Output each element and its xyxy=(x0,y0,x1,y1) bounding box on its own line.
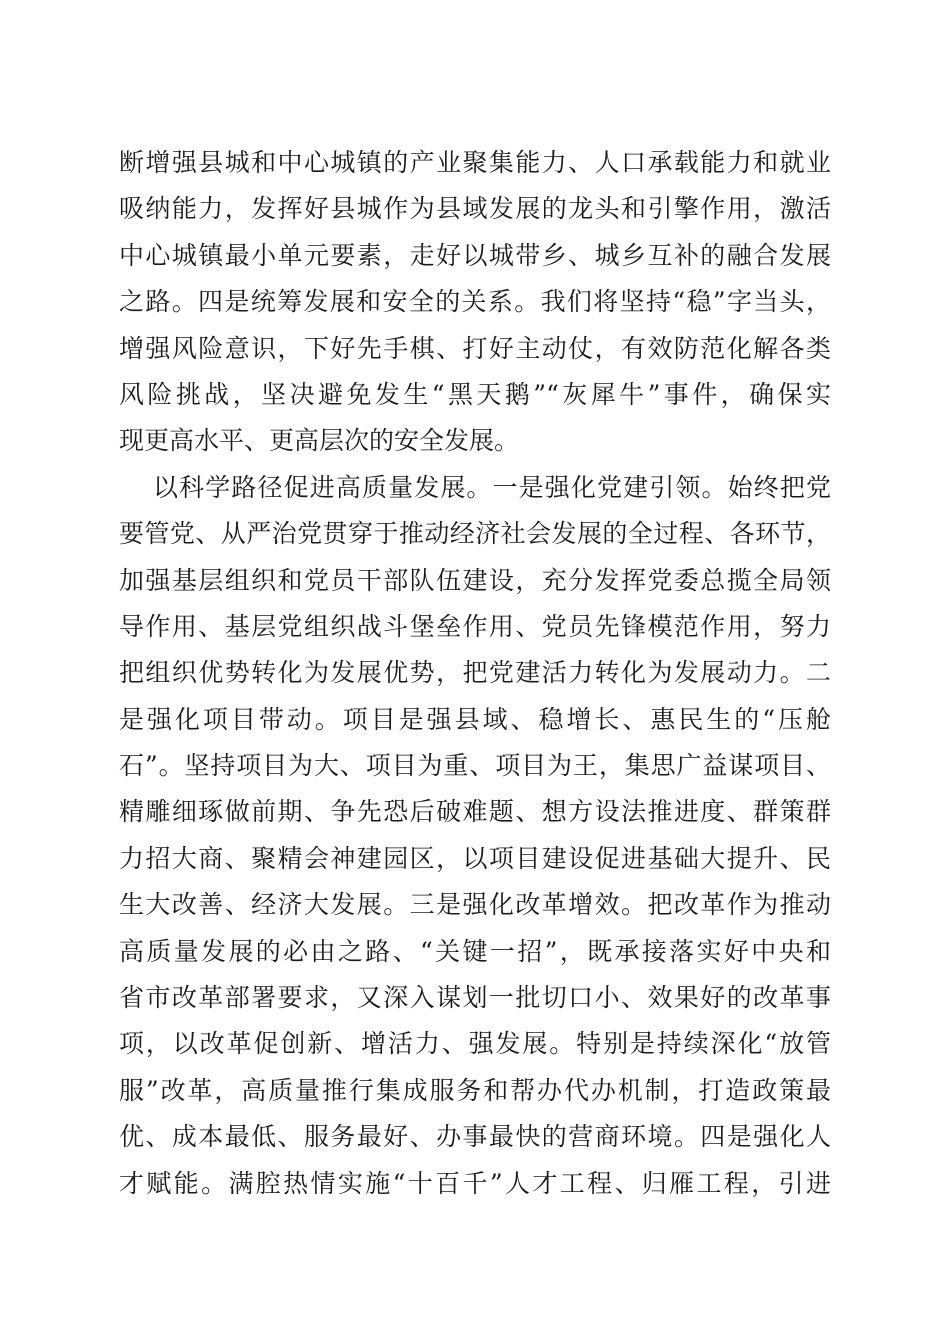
text-line: 项，以改革促创新、增活力、强发展。特别是持续深化“放管 xyxy=(119,1029,831,1059)
text-line: 优、成本最低、服务最好、办事最快的营商环境。四是强化人 xyxy=(119,1122,831,1152)
text-line: 生大改善、经济大发展。三是强化改革增效。把改革作为推动 xyxy=(119,890,831,920)
document-body xyxy=(119,140,831,1207)
text-line: 要管党、从严治党贯穿于推动经济社会发展的全过程、各环节， xyxy=(119,519,831,549)
text-line: 断增强县城和中心城镇的产业聚集能力、人口承载能力和就业 xyxy=(119,148,831,177)
text-line: 风险挑战，坚决避免发生“黑天鹅”“灰犀牛”事件，确保实 xyxy=(119,379,831,409)
text-line: 以科学路径促进高质量发展。一是强化党建引领。始终把党 xyxy=(153,472,831,502)
paragraph-2 xyxy=(119,465,831,1207)
text-line: 石”。坚持项目为大、项目为重、项目为王，集思广益谋项目、 xyxy=(119,751,831,781)
text-line: 精雕细琢做前期、争先恐后破难题、想方设法推进度、群策群 xyxy=(119,797,831,827)
text-line: 才赋能。满腔热情实施“十百千”人才工程、归雁工程，引进 xyxy=(119,1168,831,1198)
text-line: 力招大商、聚精会神建园区，以项目建设促进基础大提升、民 xyxy=(119,843,831,873)
text-line: 现更高水平、更高层次的安全发展。 xyxy=(119,426,520,456)
text-line: 是强化项目带动。项目是强县域、稳增长、惠民生的“压舱 xyxy=(119,704,831,734)
text-line: 导作用、基层党组织战斗堡垒作用、党员先锋模范作用，努力 xyxy=(119,611,831,641)
paragraph-1 xyxy=(119,140,831,465)
text-line: 加强基层组织和党员干部队伍建设，充分发挥党委总揽全局领 xyxy=(119,565,831,595)
text-line: 中心城镇最小单元要素，走好以城带乡、城乡互补的融合发展 xyxy=(119,240,831,270)
text-line: 把组织优势转化为发展优势，把党建活力转化为发展动力。二 xyxy=(119,658,831,688)
text-line: 高质量发展的必由之路、“关键一招”，既承接落实好中央和 xyxy=(119,936,831,966)
text-line: 吸纳能力，发挥好县城作为县域发展的龙头和引擎作用，激活 xyxy=(119,194,831,224)
text-line: 增强风险意识，下好先手棋、打好主动仗，有效防范化解各类 xyxy=(119,333,831,363)
text-line: 省市改革部署要求，又深入谋划一批切口小、效果好的改革事 xyxy=(119,983,831,1013)
text-line: 之路。四是统筹发展和安全的关系。我们将坚持“稳”字当头， xyxy=(119,287,831,317)
text-line: 服”改革，高质量推行集成服务和帮办代办机制，打造政策最 xyxy=(119,1075,831,1105)
